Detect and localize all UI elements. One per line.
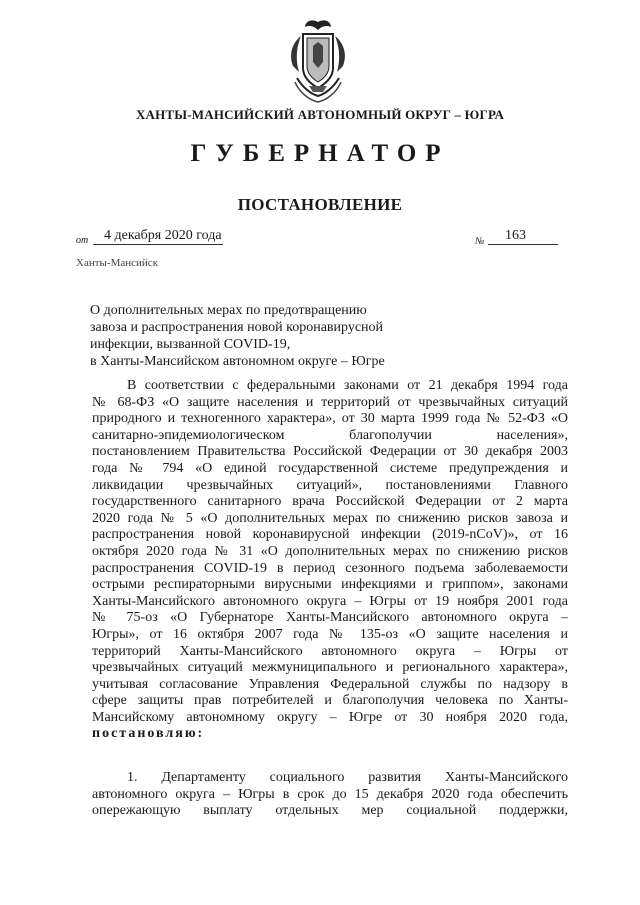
document-subject — [90, 302, 385, 370]
subject-line: в Ханты-Мансийском автономном округе – Югре — [90, 354, 385, 369]
preamble-line: октября 2020 года № 31 «О дополнительных мерах по снижению рисков — [92, 543, 568, 559]
coat-of-arms-icon — [283, 16, 353, 104]
paragraph-line: 1. Департаменту социального развития Ханты-Мансийского — [127, 770, 568, 785]
region-name: ХАНТЫ-МАНСИЙСКИЙ АВТОНОМНЫЙ ОКРУГ – ЮГРА — [135, 107, 505, 122]
preamble-line: территорий Ханты-Мансийского автономного округа – Югры от — [92, 643, 568, 659]
paragraph-line: автономного округа – Югры в срок до 15 декабря 2020 года обеспечить — [92, 786, 568, 802]
preamble-line: 2020 года № 5 «О дополнительных мерах по снижению рисков завоза и — [92, 510, 568, 526]
preamble-line: учитывая согласование Управления Федеральной службы по надзору в — [92, 676, 568, 692]
document-type: ПОСТАНОВЛЕНИЕ — [237, 195, 403, 214]
preamble-line: года № 794 «О единой государственной системе предупреждения и — [92, 460, 568, 476]
preamble-line: Югры», от 16 октября 2007 года № 135-оз «О защите населения и — [92, 626, 568, 642]
document-date: 4 декабря 2020 года — [104, 228, 222, 243]
preamble-line: чрезвычайных ситуаций межмуниципального и регионального характера», — [92, 660, 568, 676]
preamble-line: Мансийскому автономному округу – Югре от 30 ноября 2020 года, — [92, 709, 568, 725]
date-underline — [93, 244, 223, 245]
city: Ханты-Мансийск — [76, 257, 159, 269]
preamble-line: В соответствии с федеральными законами от 21 декабря 1994 года — [127, 378, 568, 393]
document-number: 163 — [505, 228, 526, 243]
preamble-line: природного и техногенного характера», от 30 марта 1999 года № 52-ФЗ «О — [92, 411, 568, 427]
number-underline — [488, 244, 558, 245]
preamble-line: санитарно-эпидемиологическом благополучии населения», — [92, 427, 568, 443]
preamble-line: сфере защиты прав потребителей и благополучия человека по Ханты- — [92, 693, 568, 709]
preamble-line: постановлением Правительства Российской Федерации от 30 декабря 2003 — [92, 444, 568, 460]
preamble-line: № 75-оз «О Губернаторе Ханты-Мансийского автономного округа – — [92, 610, 568, 626]
paragraph-1 — [92, 770, 568, 820]
paragraph-line: опережающую выплату отдельных мер социальной поддержки, — [92, 803, 568, 819]
number-label: № — [475, 236, 485, 247]
preamble-line: № 68-ФЗ «О защите населения и территорий от чрезвычайных ситуаций — [92, 394, 568, 410]
date-label: от — [76, 235, 89, 246]
governor-title: ГУБЕРНАТОР — [190, 140, 450, 167]
preamble-line: распространения новой коронавирусной инфекции (2019-nCoV)», от 16 — [92, 527, 568, 543]
preamble-line: распространения COVID-19 в период сезонного подъема заболеваемости — [92, 560, 568, 576]
preamble-line: государственного санитарного врача Российской Федерации от 2 марта — [92, 494, 568, 510]
preamble-line: Ханты-Мансийского автономного округа – Югры от 19 ноября 2001 года — [92, 593, 568, 609]
decree-verb: постановляю: — [92, 726, 205, 742]
subject-line: О дополнительных мерах по предотвращению — [90, 303, 367, 318]
preamble — [92, 378, 568, 743]
preamble-line: острыми респираторными вирусными инфекциями и гриппом», законами — [92, 577, 568, 593]
subject-line: инфекции, вызванной COVID-19, — [90, 337, 291, 352]
preamble-line: ликвидации чрезвычайных ситуаций», постановлениями Главного — [92, 477, 568, 493]
subject-line: завоза и распространения новой коронавирусной — [90, 320, 384, 335]
